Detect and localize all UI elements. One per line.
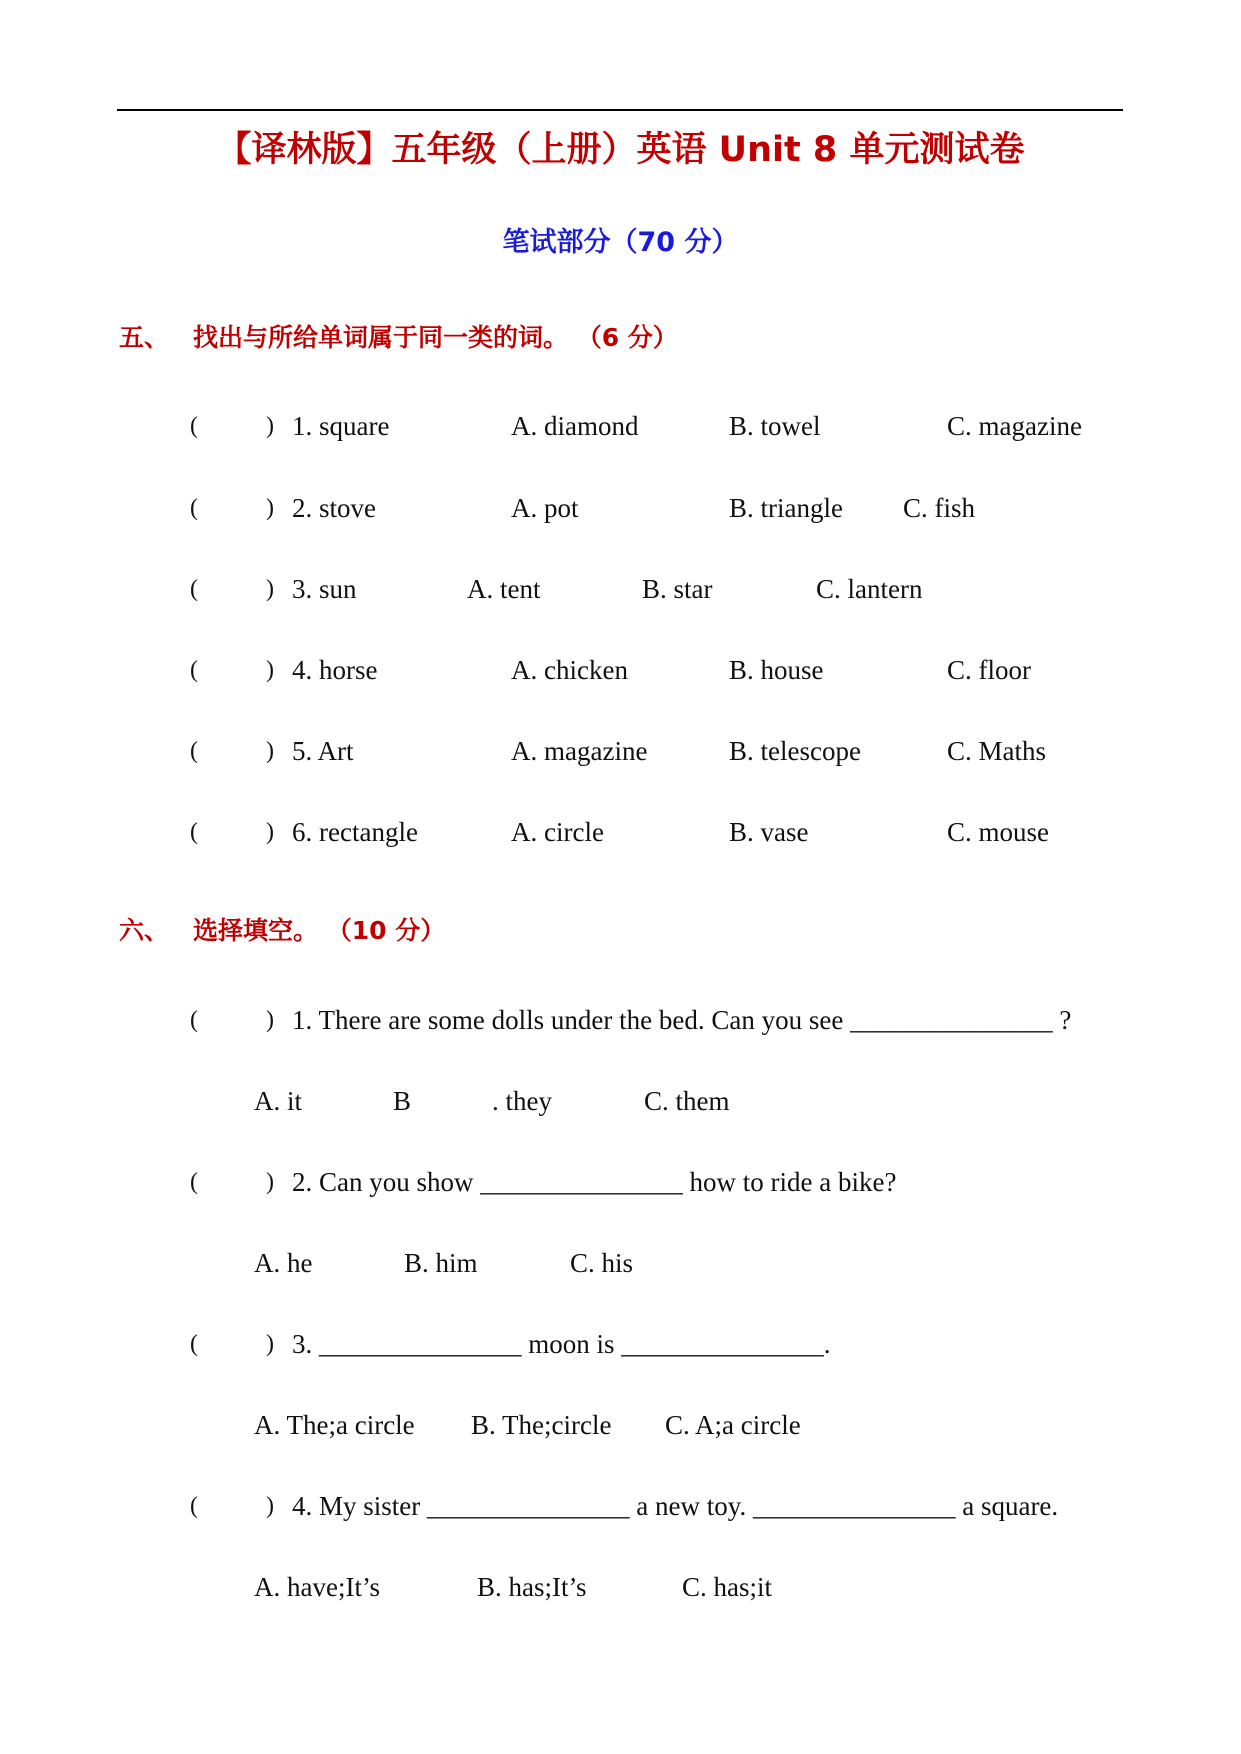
- option-c: C. A;a circle: [665, 1410, 801, 1440]
- answer-paren-open: (: [190, 1007, 198, 1033]
- option-c: C. Maths: [947, 736, 1047, 766]
- option-b-text: . they: [492, 1086, 552, 1116]
- option-b: B: [393, 1086, 412, 1116]
- answer-paren-open: (: [190, 495, 198, 521]
- question-stem: 6. rectangle: [292, 817, 418, 847]
- question-stem: 3. sun: [292, 574, 357, 604]
- option-c: C. mouse: [947, 817, 1050, 847]
- question-stem: 5. Art: [292, 736, 354, 766]
- option-a: A. it: [254, 1086, 303, 1116]
- option-b: B. telescope: [729, 736, 861, 766]
- option-b: B. vase: [729, 817, 809, 847]
- option-a: A. diamond: [511, 411, 639, 441]
- answer-paren-close: ): [266, 1493, 274, 1519]
- option-c: C. them: [644, 1086, 730, 1116]
- answer-paren-open: (: [190, 576, 198, 602]
- answer-paren-close: ): [266, 413, 274, 439]
- answer-paren-close: ): [266, 819, 274, 845]
- section-5-heading: [119, 318, 678, 354]
- option-a: A. The;a circle: [254, 1410, 415, 1440]
- answer-paren-open: (: [190, 1169, 198, 1195]
- answer-paren-open: (: [190, 657, 198, 683]
- option-a: A. pot: [511, 493, 579, 523]
- answer-paren-close: ): [266, 1331, 274, 1357]
- option-b: B. him: [404, 1248, 478, 1278]
- answer-paren-close: ): [266, 495, 274, 521]
- option-c: C. floor: [947, 655, 1031, 685]
- answer-paren-close: ): [266, 738, 274, 764]
- answer-paren-open: (: [190, 1493, 198, 1519]
- question-stem: 2. Can you show _______________ how to ride a bike?: [292, 1167, 897, 1197]
- option-a: A. chicken: [511, 655, 628, 685]
- answer-paren-close: ): [266, 1169, 274, 1195]
- option-a: A. magazine: [511, 736, 648, 766]
- answer-paren-close: ): [266, 657, 274, 683]
- section-5-title: 找出与所给单词属于同一类的词。 （6 分）: [193, 323, 678, 352]
- question-stem: 4. My sister _______________ a new toy. _______________ a square.: [292, 1491, 1059, 1521]
- option-b: B. towel: [729, 411, 821, 441]
- option-b: B. house: [729, 655, 824, 685]
- question-stem: 4. horse: [292, 655, 378, 685]
- option-b: B. triangle: [729, 493, 843, 523]
- option-c: C. has;it: [682, 1572, 773, 1602]
- answer-paren-open: (: [190, 819, 198, 845]
- answer-paren-open: (: [190, 738, 198, 764]
- option-b: B. has;It’s: [477, 1572, 587, 1602]
- option-a: A. circle: [511, 817, 604, 847]
- option-a: A. he: [254, 1248, 313, 1278]
- option-a: A. have;It’s: [254, 1572, 380, 1602]
- option-b: B. star: [642, 574, 713, 604]
- option-c: C. fish: [903, 493, 976, 523]
- header-rule: [117, 109, 1123, 111]
- question-stem: 1. There are some dolls under the bed. Can you see _______________ ?: [292, 1005, 1072, 1035]
- question-stem: 3. _______________ moon is _______________.: [292, 1329, 831, 1359]
- option-c: C. magazine: [947, 411, 1082, 441]
- option-c: C. his: [570, 1248, 634, 1278]
- section-6-heading: [119, 911, 446, 947]
- document-title: 【译林版】五年级（上册）英语 Unit 8 单元测试卷: [216, 130, 1025, 170]
- section-6-number: 六、: [119, 916, 170, 945]
- section-5-number: 五、: [119, 323, 170, 352]
- question-stem: 1. square: [292, 411, 390, 441]
- section-subtitle: 笔试部分（70 分）: [502, 227, 739, 258]
- section-6-title: 选择填空。 （10 分）: [193, 916, 446, 945]
- answer-paren-close: ): [266, 1007, 274, 1033]
- answer-paren-open: (: [190, 1331, 198, 1357]
- option-c: C. lantern: [816, 574, 923, 604]
- answer-paren-close: ): [266, 576, 274, 602]
- question-stem: 2. stove: [292, 493, 376, 523]
- answer-paren-open: (: [190, 413, 198, 439]
- option-a: A. tent: [467, 574, 541, 604]
- option-b: B. The;circle: [471, 1410, 612, 1440]
